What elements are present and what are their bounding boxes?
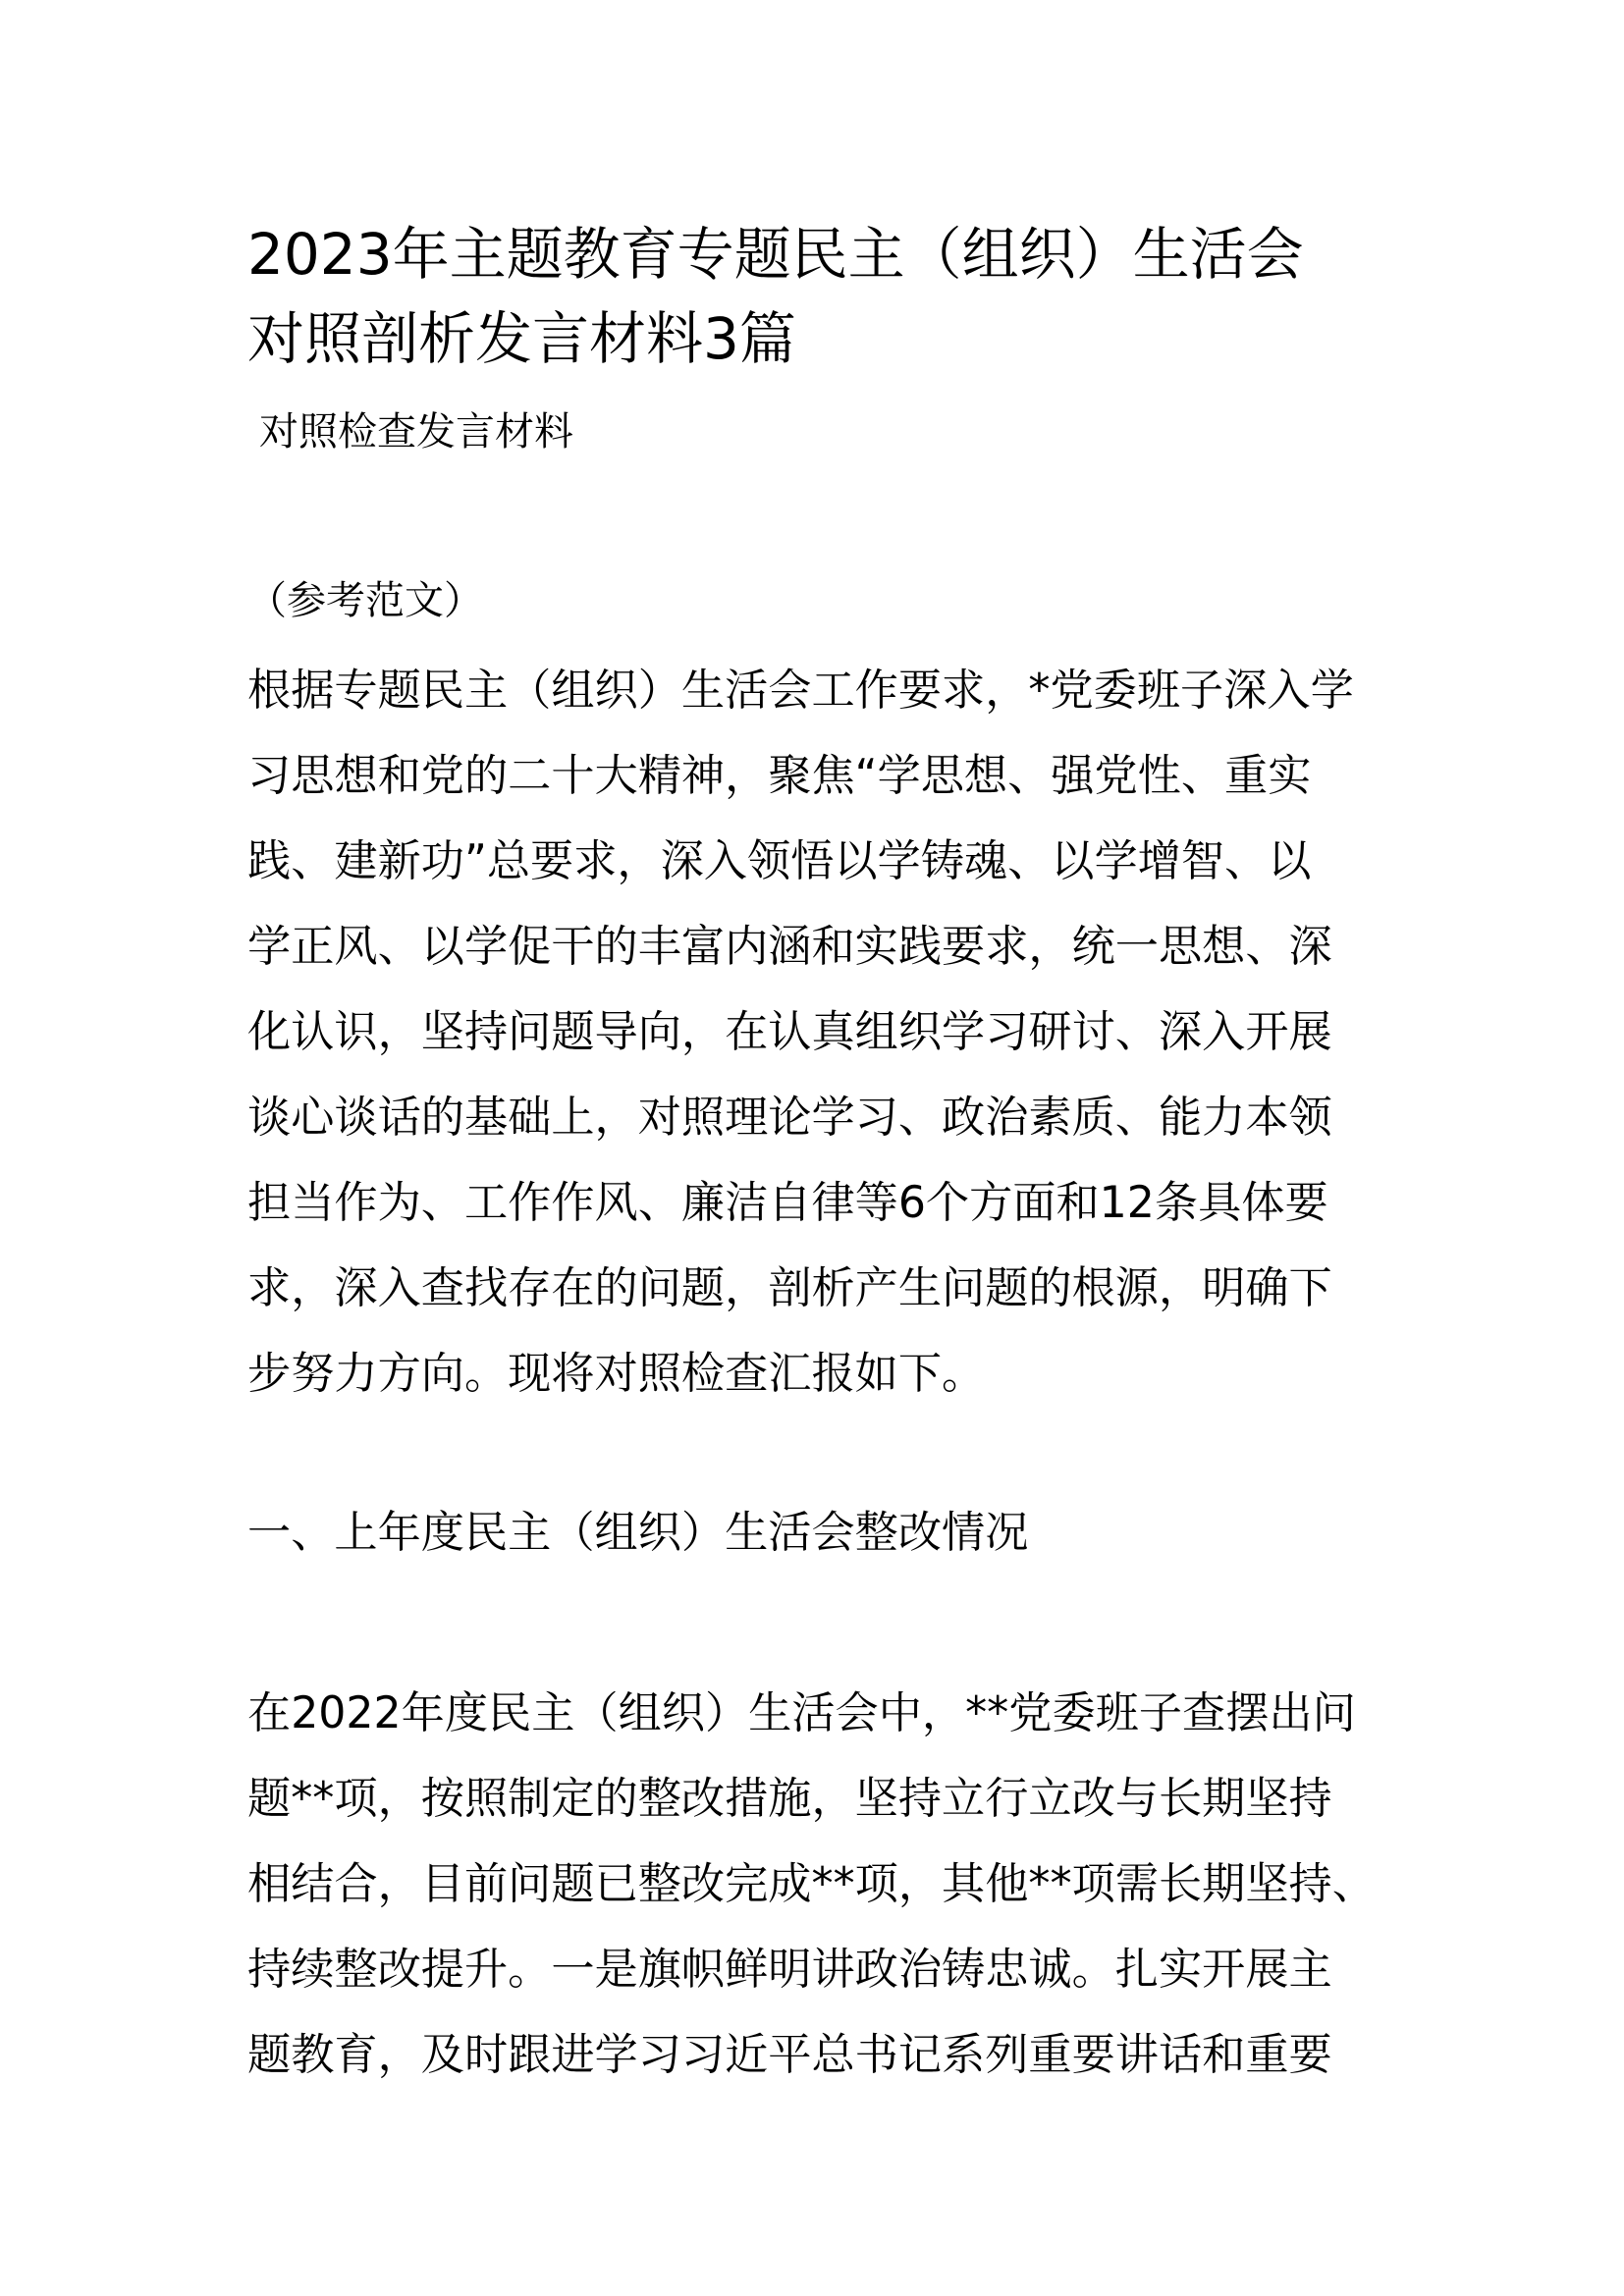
paragraph-line: 化认识，坚持问题导向，在认真组织学习研讨、深入开展 bbox=[247, 1007, 1332, 1057]
paragraph-line: 担当作为、工作作风、廉洁自律等6个方面和12条具体要 bbox=[247, 1178, 1328, 1228]
paragraph-line: 谈心谈话的基础上，对照理论学习、政治素质、能力本领 bbox=[247, 1093, 1332, 1143]
document-title-line-2: 对照剖析发言材料3篇 bbox=[247, 305, 796, 372]
paragraph-line: 相结合，目前问题已整改完成**项，其他**项需长期坚持、 bbox=[247, 1859, 1376, 1909]
paragraph-line: 题**项，按照制定的整改措施，坚持立行立改与长期坚持 bbox=[247, 1774, 1332, 1824]
reference-note: （参考范文） bbox=[247, 578, 483, 623]
paragraph-line: 学正风、以学促干的丰富内涵和实践要求，统一思想、深 bbox=[247, 922, 1332, 972]
paragraph-line: 步努力方向。现将对照检查汇报如下。 bbox=[247, 1349, 986, 1399]
paragraph-line: 持续整改提升。一是旗帜鲜明讲政治铸忠诚。扎实开展主 bbox=[247, 1945, 1332, 1995]
paragraph-line: 习思想和党的二十大精神，聚焦“学思想、强党性、重实 bbox=[247, 751, 1312, 801]
document-subtitle: 对照检查发言材料 bbox=[259, 409, 573, 454]
section-heading: 一、上年度民主（组织）生活会整改情况 bbox=[247, 1508, 1029, 1558]
document-title-line-1: 2023年主题教育专题民主（组织）生活会 bbox=[247, 221, 1304, 288]
paragraph-line: 在2022年度民主（组织）生活会中，**党委班子查摆出问 bbox=[247, 1688, 1356, 1738]
paragraph-line: 践、建新功”总要求，深入领悟以学铸魂、以学增智、以 bbox=[247, 836, 1312, 886]
paragraph-line: 求，深入查找存在的问题，剖析产生问题的根源，明确下 bbox=[247, 1263, 1332, 1313]
paragraph-line: 题教育，及时跟进学习习近平总书记系列重要讲话和重要 bbox=[247, 2030, 1332, 2080]
paragraph-line: 根据专题民主（组织）生活会工作要求，*党委班子深入学 bbox=[247, 666, 1354, 716]
